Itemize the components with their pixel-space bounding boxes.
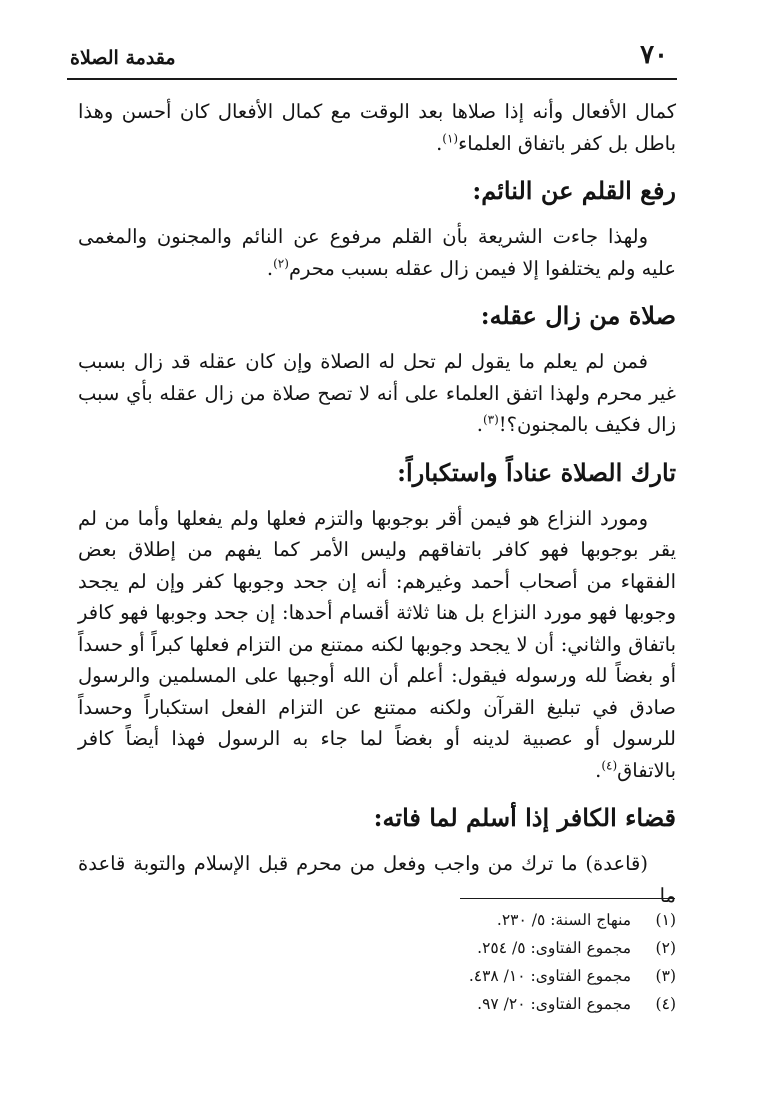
paragraph-3: [78, 346, 676, 441]
paragraph-1-end: .: [436, 131, 443, 155]
section-heading-lost-mind: صلاة من زال عقله:: [480, 301, 676, 330]
footnote-number: (١): [655, 911, 676, 929]
footnote-number: (٣): [655, 967, 676, 985]
footnotes: [256, 906, 676, 1018]
paragraph-1-text: كمال الأفعال وأنه إذا صلاها بعد الوقت مع كمال الأفعال كان أحسن وهذا باطل بل كفر باتفاق العلماء: [78, 100, 676, 155]
page-number: ٧٠: [640, 40, 668, 70]
section-heading-disbeliever: قضاء الكافر إذا أسلم لما فاته:: [373, 803, 676, 832]
footnote-ref-1: (١): [442, 131, 459, 145]
footnote-ref-3: (٣): [482, 412, 499, 427]
paragraph-4: [78, 503, 676, 787]
footnote-text: مجموع الفتاوى: ٢٠/ ٩٧.: [477, 995, 632, 1013]
paragraph-1: [78, 96, 676, 159]
footnote-ref-4: (٤): [601, 758, 618, 772]
footnote: [256, 934, 676, 962]
footnote-number: (٢): [655, 939, 676, 957]
paragraph-3-text: فمن لم يعلم ما يقول لم تحل له الصلاة وإن كان عقله قد زال بسبب غير محرم ولهذا اتفق العلماء على أنه لا تصح صلاة من زال عقله بأي سبب زال فكيف بالمجنون؟!: [78, 350, 676, 436]
footnote-ref-2: (٢): [273, 256, 289, 270]
footnote-number: (٤): [655, 995, 676, 1013]
section-heading-sleeper: رفع القلم عن النائم:: [472, 176, 676, 205]
footnote-text: منهاج السنة: ٥/ ٢٣٠.: [496, 911, 632, 929]
footnote: [256, 990, 676, 1018]
paragraph-4-end: .: [595, 758, 602, 782]
footnote-rule: [460, 898, 675, 899]
footnote: [256, 962, 676, 990]
header-rule: [67, 78, 677, 80]
paragraph-2: [78, 221, 676, 284]
footnote: [256, 906, 676, 934]
section-heading-abandoner: تارك الصلاة عناداً واستكباراً:: [397, 457, 676, 487]
paragraph-2-end: .: [266, 256, 274, 280]
running-title: مقدمة الصلاة: [70, 47, 176, 69]
footnote-text: مجموع الفتاوى: ١٠/ ٤٣٨.: [468, 967, 632, 985]
footnote-text: مجموع الفتاوى: ٥/ ٢٥٤.: [477, 939, 632, 957]
paragraph-4-text: ومورد النزاع هو فيمن أقر بوجوبها والتزم فعلها ولم يفعلها وأما من لم يقر بوجوبها فهو كافر باتفاقهم وليس الأمر كما يفهم من إطلاق بعض الفقهاء من أصحاب أحمد وغيرهم: أنه إن جحد وجوبها كفر وإن لم يجحد وجوبها فهو مورد النزاع بل هنا ثلاثة أقسام أحدها: إن جحد وجوبها فهو كافر باتفاق والثاني: أن لا يجحد وجوبها لكنه ممتنع من التزام فعلها كبراً أو حسداً أو بغضاً لله ورسوله فيقول: أعلم أن الله أوجبها على المسلمين والرسول صادق في تبليغ القرآن ولكنه ممتنع عن التزام الفعل استكباراً وحسداً للرسول أو عصبية لدينه أو بغضاً لما جاء به الرسول فهذا أيضاً كافر بالاتفاق: [78, 506, 676, 782]
paragraph-3-end: .: [476, 413, 483, 436]
page-body: [78, 96, 676, 911]
paragraph-5: (قاعدة) ما ترك من واجب وفعل من محرم قبل الإسلام والتوبة قاعدة ما: [78, 852, 676, 907]
paragraph-2-text: ولهذا جاءت الشريعة بأن القلم مرفوع عن النائم والمجنون والمغمى عليه ولم يختلفوا إلا فيمن زال عقله بسبب محرم: [78, 225, 676, 280]
